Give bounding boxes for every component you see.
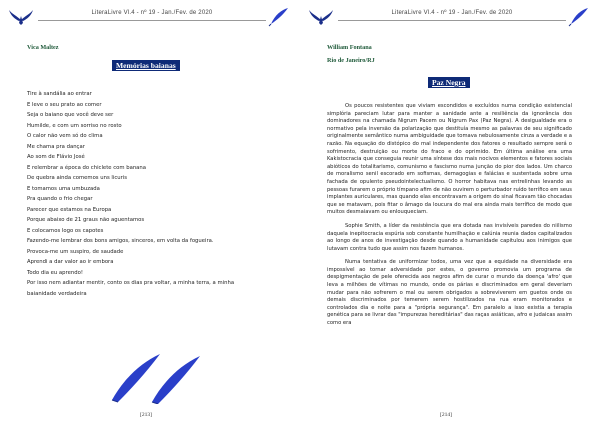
story-body <box>327 103 572 334</box>
poem-line: Por isso nem adiantar mentir, conto os dias pra voltar, a minha terra, a minha <box>27 280 235 286</box>
story-title: Paz Negra <box>428 77 470 88</box>
two-feathers-icon <box>108 350 208 404</box>
poem-line: baianidade verdadeira <box>27 290 87 297</box>
poem-line: Porque abaixo de 21 graus não aguentamos <box>27 217 145 223</box>
poem-title: Memórias baianas <box>112 60 180 71</box>
feather-quill-icon <box>268 7 290 27</box>
left-page-header <box>6 6 294 28</box>
story-paragraph: Sophie Smith, a líder da resistência que era dotada nas invisíveis paredes do niilismo daquela inepitocracia espúria sob constante humilhação e calúnia reunia dados capitalizados ao longo de anos de investigação desde quando a humanidade capitulou aos inimigos que lutavam contra tudo que assim nos fazem humanos. <box>327 222 572 252</box>
author-name: Vica Maltez <box>27 44 59 51</box>
poem-line: O calor não vem só do clima <box>27 133 103 139</box>
poem-line: Me chama pra dançar <box>27 143 85 150</box>
poem-line: Provoca-me um suspiro, de saudade <box>27 248 124 255</box>
poem-body <box>27 89 282 299</box>
author-name: William Fontana <box>327 44 372 51</box>
poem-line: Ao som de Flávio José <box>27 154 85 160</box>
header-rule <box>338 20 566 21</box>
page-number: [214] <box>440 412 452 418</box>
poem-line: De quebra ainda comemos uns licuris <box>27 175 128 181</box>
poem-line: E leve o seu prato ao comer <box>27 101 102 108</box>
page-number: [213] <box>140 412 152 418</box>
poem-line: Parecer que estamos na Europa <box>27 206 112 213</box>
poem-line: Tire à sandália ao entrar <box>27 91 92 97</box>
poem-line: Pra quando o frio chegar <box>27 196 93 202</box>
right-page-header <box>306 6 594 28</box>
poem-line: Seja o baiano que você deve ser <box>27 112 114 118</box>
poem-line: E tomamos uma umbuzada <box>27 185 100 192</box>
poem-line: E relembrar a época do chiclete com banana <box>27 164 147 171</box>
poem-line: E colocamos logo os capotes <box>27 227 104 234</box>
winged-emblem-icon <box>308 8 334 26</box>
poem-line: Humilde, e com um sorriso no rosto <box>27 122 122 129</box>
feather-quill-icon <box>568 7 590 27</box>
author-location: Rio de Janeiro/RJ <box>327 57 375 64</box>
poem-line: Fazendo-me lembrar dos bons amigos, sinceros, em volta da fogueira. <box>27 238 214 244</box>
header-title: LiteraLivre Vl.4 - nº 19 - Jan./Fev. de 2020 <box>391 10 513 16</box>
poem-line: Aprendi a dar valor ao ir embora <box>27 259 114 265</box>
winged-emblem-icon <box>8 8 34 26</box>
header-rule <box>38 20 266 21</box>
poem-line: Todo dia eu aprendo! <box>27 269 83 276</box>
header-title: LiteraLivre Vl.4 - nº 19 - Jan./Fev. de 2020 <box>91 10 213 16</box>
story-paragraph: Numa tentativa de uniformizar todos, uma vez que a equidade na diversidade era impossível ao tornar adversidade por estes, o governo promovia um programa de despigmentação de pele oferecida aos negros afim de curar o mundo da doença 'afro' que leva a milhões de vítimas no mundo, onde os párias e discriminados em geral deveriam mudar para não sofrerem o mal ou serem obrigados a sobreviverem em guetos onde os demais discriminados por temerem serem hostilizados na rua eram monitorados e controlados dia e noite para a "própria segurança". Em paralelo a isso existia a terapia genética para se livrar das "impurezas hereditárias" das raças asiáticas, afro e judaicas assim como era <box>327 259 572 327</box>
story-paragraph: Os poucos resistentes que viviam escondidos e excluídos numa condição existencial simplória pareciam lutar para manter a sanidade ante a resiliência da ignorância dos dominadores na chamada Nigrum Pacem ou Nigrum Pax (Paz Negra). A desigualdade era o normativo pela inversão da polarização que destituía mesmo as palavras de seu significado originalmente semântico numa ambiguidade que tomava nebulosamente cinza a verdade e a razão. Na equação do distópico do mal independente dos fatores o resultado sempre será o sofrimento, destruição ou morte do fraco e do oprimido. Em última análise era uma Kakistocracia que conseguia reunir uma síntese dos mais nocivos elementos e fatores sociais abióticos do totalitarismo, comunismo e fascismo numa junção do pior dos lados. Um charco de moralismo senil escorado em sofismas, demagogias e falácias e sustentada sobre uma fachada de opulento pseudointelectualismo. O horror habitava nas entrelinhas levando as pessoas furarem o próprio tímpano afim de não ouvirem o perturbador ruído terrífico em seus implantes auriculares, mas quando elas encontravam a origem do sinal ficavam tão chocadas que se matavam, pois fitar o âmago da loucura do mal era ainda mais terrífico de modo que muitos desmaiavam ou enlouqueciam. <box>327 103 572 216</box>
